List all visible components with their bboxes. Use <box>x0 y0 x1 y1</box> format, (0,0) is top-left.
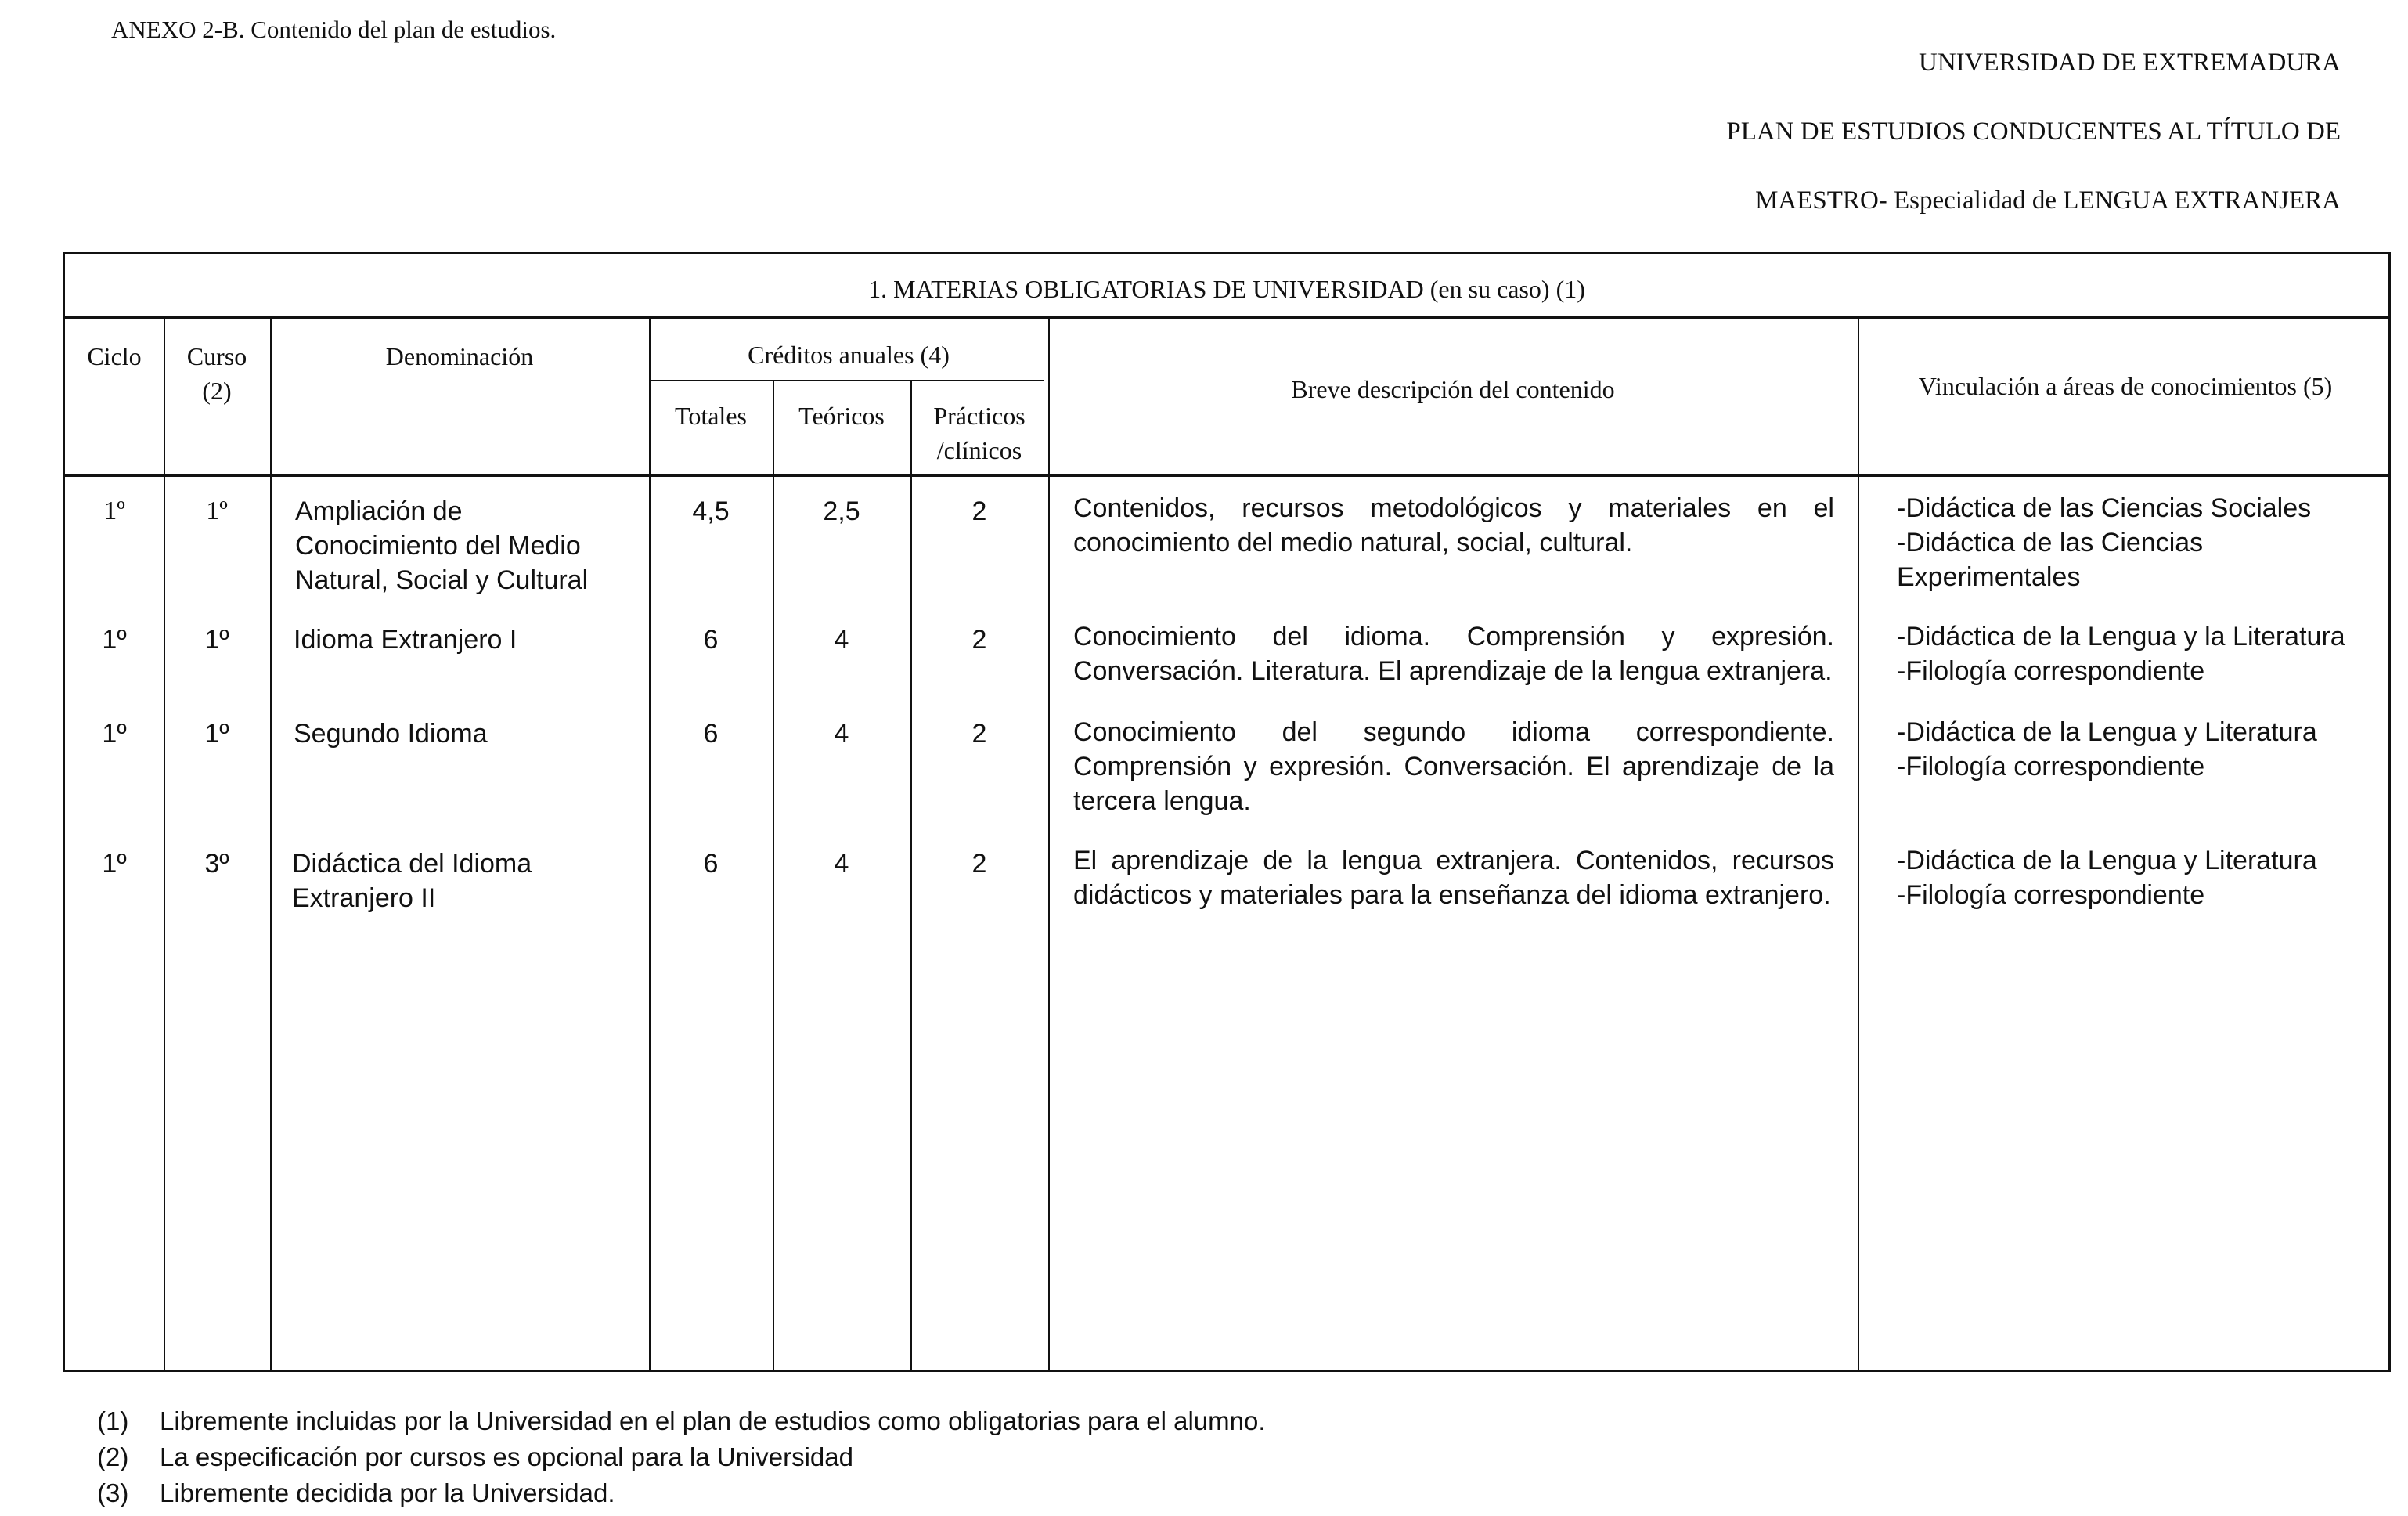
row1-teoricos: 2,5 <box>823 496 860 526</box>
annex-title: ANEXO 2-B. Contenido del plan de estudios. <box>111 16 557 43</box>
col-divider-denominacion <box>270 317 272 1370</box>
row2-denominacion: Idioma Extranjero I <box>294 625 517 655</box>
col-divider-vinculacion <box>1858 317 1859 1370</box>
row1-curso: 1º <box>206 496 228 525</box>
col-header-creditos: Créditos anuales (4) <box>748 341 950 369</box>
row4-totales: 6 <box>703 849 719 879</box>
col-divider-curso <box>164 317 165 1370</box>
col-header-totales: Totales <box>675 402 747 430</box>
row1-vinculacion: -Didáctica de las Ciencias Sociales -Didáctica de las Ciencias Experimentales <box>1897 493 2312 592</box>
row1-practicos: 2 <box>971 496 987 526</box>
footnote <box>97 1439 1266 1475</box>
col-divider-totales <box>649 317 651 1370</box>
table-title: 1. MATERIAS OBLIGATORIAS DE UNIVERSIDAD (en su caso) (1) <box>868 275 1585 303</box>
row3-ciclo: 1º <box>102 719 127 749</box>
footnote <box>97 1403 1266 1439</box>
row3-curso: 1º <box>204 719 229 749</box>
title-divider <box>65 316 2388 319</box>
footnote <box>97 1475 1266 1511</box>
col-divider-practicos <box>910 380 912 1370</box>
footnote-number: (3) <box>97 1478 129 1507</box>
footnote-number: (2) <box>97 1442 129 1471</box>
row3-practicos: 2 <box>971 719 987 749</box>
col-header-curso-label: Curso <box>186 342 247 370</box>
col-header-teoricos: Teóricos <box>798 402 885 430</box>
col-header-vinculacion: Vinculación a áreas de conocimientos (5) <box>1918 372 2333 400</box>
row4-curso: 3º <box>204 849 229 879</box>
row3-descripcion: Conocimiento del segundo idioma correspondiente. Comprensión y expresión. Conversación. El aprendizaje de la tercera lengua. <box>1073 717 1834 816</box>
row4-vinculacion: -Didáctica de la Lengua y Literatura -Filología correspondiente <box>1897 846 2317 910</box>
row1-ciclo: 1º <box>103 496 125 525</box>
footnote-text: Libremente incluidas por la Universidad en el plan de estudios como obligatorias para el alumno. <box>160 1406 1266 1435</box>
col-header-denominacion: Denominación <box>385 342 534 370</box>
row4-denominacion: Didáctica del Idioma Extranjero II <box>292 849 532 913</box>
row3-teoricos: 4 <box>834 719 849 749</box>
row2-vinculacion: -Didáctica de la Lengua y la Literatura -Filología correspondiente <box>1897 622 2345 686</box>
row2-totales: 6 <box>703 625 719 655</box>
col-header-curso-note: (2) <box>202 377 232 405</box>
plan-title: PLAN DE ESTUDIOS CONDUCENTES AL TÍTULO DE <box>1726 117 2341 146</box>
row4-descripcion: El aprendizaje de la lengua extranjera. Contenidos, recursos didácticos y materiales para la enseñanza del idioma extranjero. <box>1073 846 1834 910</box>
footnote-text: La especificación por cursos es opcional para la Universidad <box>160 1442 853 1471</box>
row4-teoricos: 4 <box>834 849 849 879</box>
row2-ciclo: 1º <box>102 625 127 655</box>
row4-practicos: 2 <box>971 849 987 879</box>
row2-teoricos: 4 <box>834 625 849 655</box>
row2-descripcion: Conocimiento del idioma. Comprensión y expresión. Conversación. Literatura. El aprendizaje de la lengua extranjera. <box>1073 622 1834 686</box>
row2-practicos: 2 <box>971 625 987 655</box>
credits-subheader-divider <box>649 380 1044 381</box>
col-header-practicos: Prácticos /clínicos <box>933 402 1026 464</box>
row4-ciclo: 1º <box>102 849 127 879</box>
row3-denominacion: Segundo Idioma <box>294 719 488 749</box>
row1-descripcion: Contenidos, recursos metodológicos y materiales en el conocimiento del medio natural, social, cultural. <box>1073 493 1834 558</box>
col-header-ciclo: Ciclo <box>87 342 142 370</box>
footnote-number: (1) <box>97 1406 129 1435</box>
col-header-descripcion: Breve descripción del contenido <box>1291 375 1615 403</box>
subjects-table <box>63 252 2391 1372</box>
col-header-curso <box>164 339 270 408</box>
degree-title: MAESTRO- Especialidad de LENGUA EXTRANJERA <box>1755 186 2341 215</box>
university-name: UNIVERSIDAD DE EXTREMADURA <box>1919 49 2341 77</box>
footnotes <box>97 1403 1266 1511</box>
row2-curso: 1º <box>204 625 229 655</box>
row3-vinculacion: -Didáctica de la Lengua y Literatura -Filología correspondiente <box>1897 717 2317 781</box>
col-divider-descripcion <box>1048 317 1050 1370</box>
footnote-text: Libremente decidida por la Universidad. <box>160 1478 615 1507</box>
header-divider <box>65 474 2388 477</box>
row1-denominacion: Ampliación de Conocimiento del Medio Natural, Social y Cultural <box>295 496 589 595</box>
row3-totales: 6 <box>703 719 719 749</box>
row1-totales: 4,5 <box>692 496 730 526</box>
